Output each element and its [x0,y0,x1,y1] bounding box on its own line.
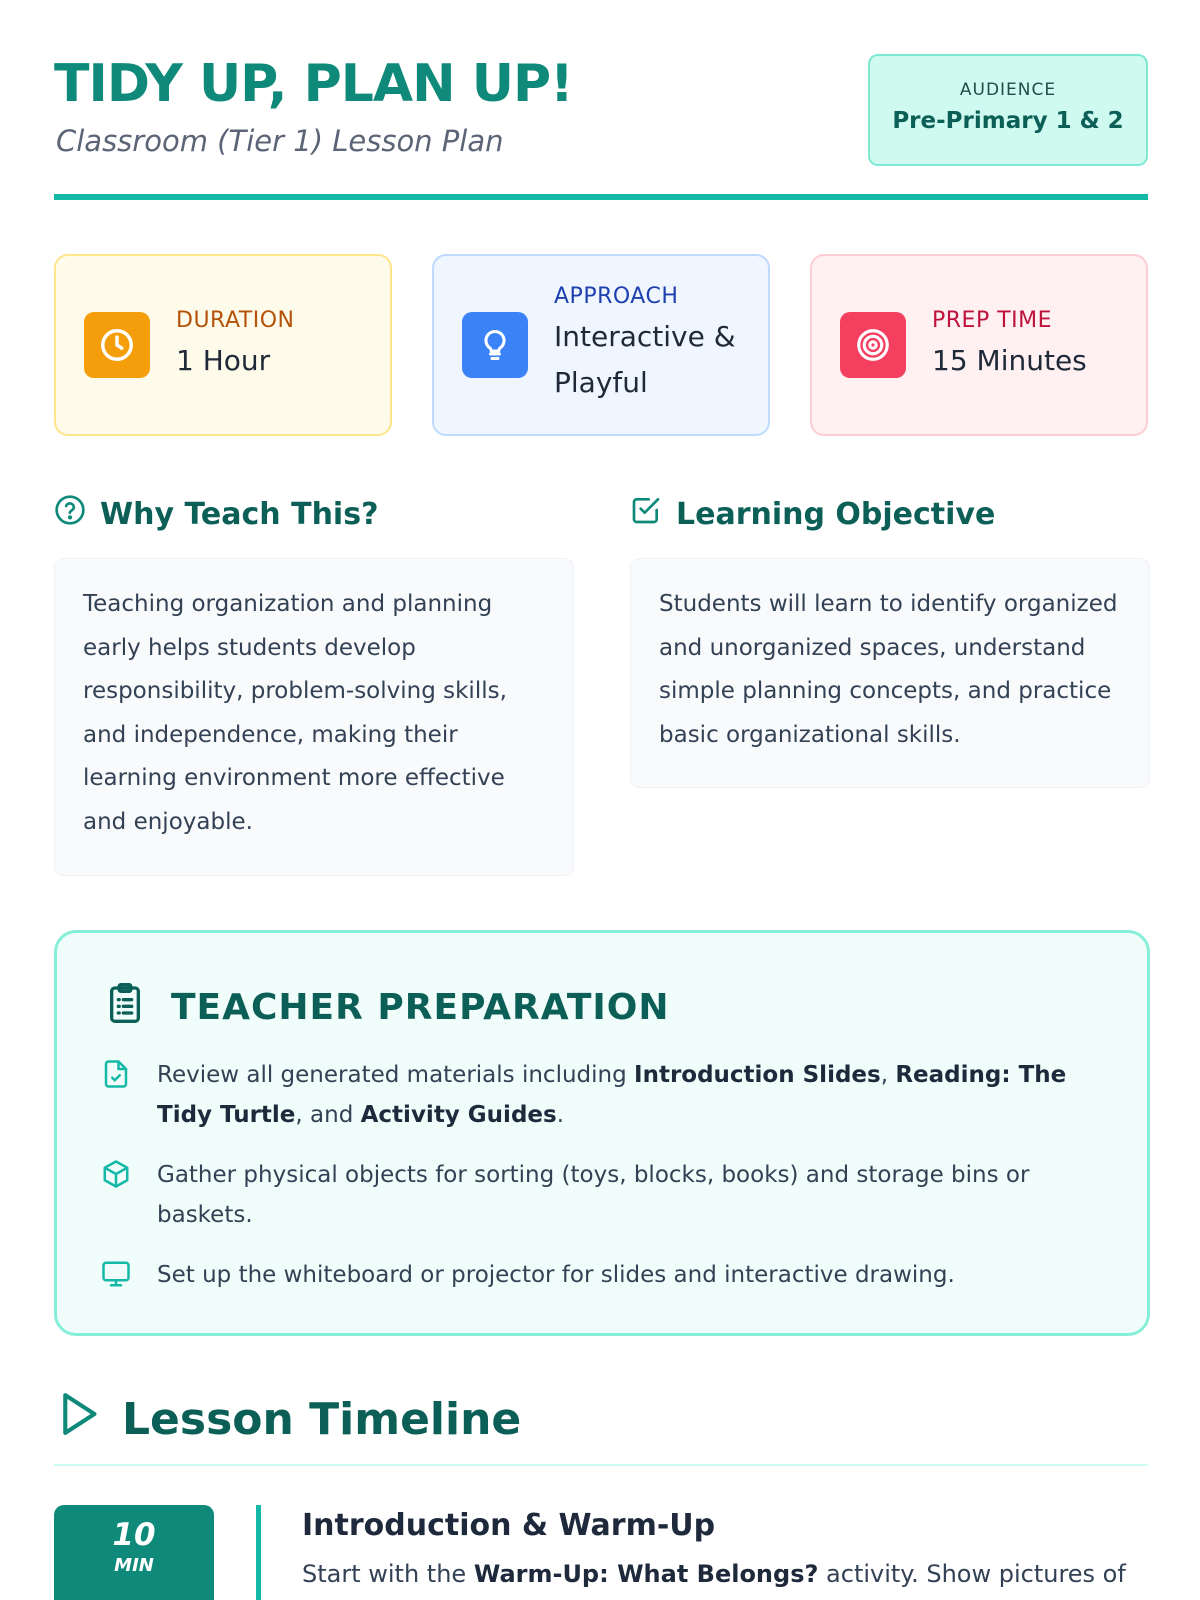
page-title: TIDY UP, PLAN UP! [54,54,573,114]
file-check-icon [101,1055,135,1135]
approach-value: Interactive & Playful [554,320,736,399]
target-icon [840,312,906,378]
objective-text: Students will learn to identify organized and unorganized spaces, understand simple planning concepts, and practice basic organizational skills. [630,558,1150,788]
page-subtitle: Classroom (Tier 1) Lesson Plan [56,124,504,158]
header-divider [54,194,1148,200]
clock-icon [84,312,150,378]
prep-item [101,1155,1091,1235]
prep-time-label: PREP TIME [932,308,1053,333]
approach-card [432,254,770,436]
prep-item [101,1055,1091,1135]
duration-card [54,254,392,436]
lightbulb-icon [462,312,528,378]
audience-value: Pre-Primary 1 & 2 [892,108,1124,134]
prep-item [101,1255,1091,1295]
duration-unit: MIN [114,1555,154,1576]
why-heading [54,494,378,534]
prep-item-text: Review all generated materials including Introduction Slides, Reading: The Tidy Turtle, and Activity Guides. [157,1062,1067,1128]
approach-label: APPROACH [554,284,679,309]
audience-label: AUDIENCE [959,80,1057,100]
duration-badge [54,1505,214,1600]
why-heading-text: Why Teach This? [100,496,379,532]
prep-item-text: Gather physical objects for sorting (toys, blocks, books) and storage bins or baskets. [157,1162,1030,1228]
duration-minutes: 10 [112,1517,156,1553]
page-header [54,50,1148,200]
audience-badge [868,54,1148,166]
play-icon [58,1390,100,1449]
prep-time-card [810,254,1148,436]
duration-value: 1 Hour [176,344,271,377]
question-circle-icon [54,494,86,534]
objective-heading-text: Learning Objective [676,496,996,532]
monitor-icon [101,1255,135,1295]
prep-time-value: 15 Minutes [932,344,1087,377]
timeline-divider [54,1464,1148,1466]
timeline-heading-text: Lesson Timeline [122,1394,522,1445]
step-title: Introduction & Warm-Up [302,1508,716,1543]
objective-heading [630,494,995,534]
clipboard-icon [105,981,145,1034]
prep-title-text: TEACHER PREPARATION [171,987,670,1028]
step-description: Start with the Warm-Up: What Belongs? activity. Show pictures of [302,1560,1126,1588]
why-text: Teaching organization and planning early helps students develop responsibility, problem-solving skills, and independence, making their learning environment more effective and enjoyable. [54,558,574,876]
box-icon [101,1155,135,1235]
prep-title [105,981,670,1034]
checkbox-icon [630,494,662,534]
timeline-bar [256,1505,261,1600]
teacher-preparation-panel [54,930,1150,1336]
timeline-heading [58,1390,521,1449]
prep-item-text: Set up the whiteboard or projector for slides and interactive drawing. [157,1262,955,1288]
duration-label: DURATION [176,308,295,333]
